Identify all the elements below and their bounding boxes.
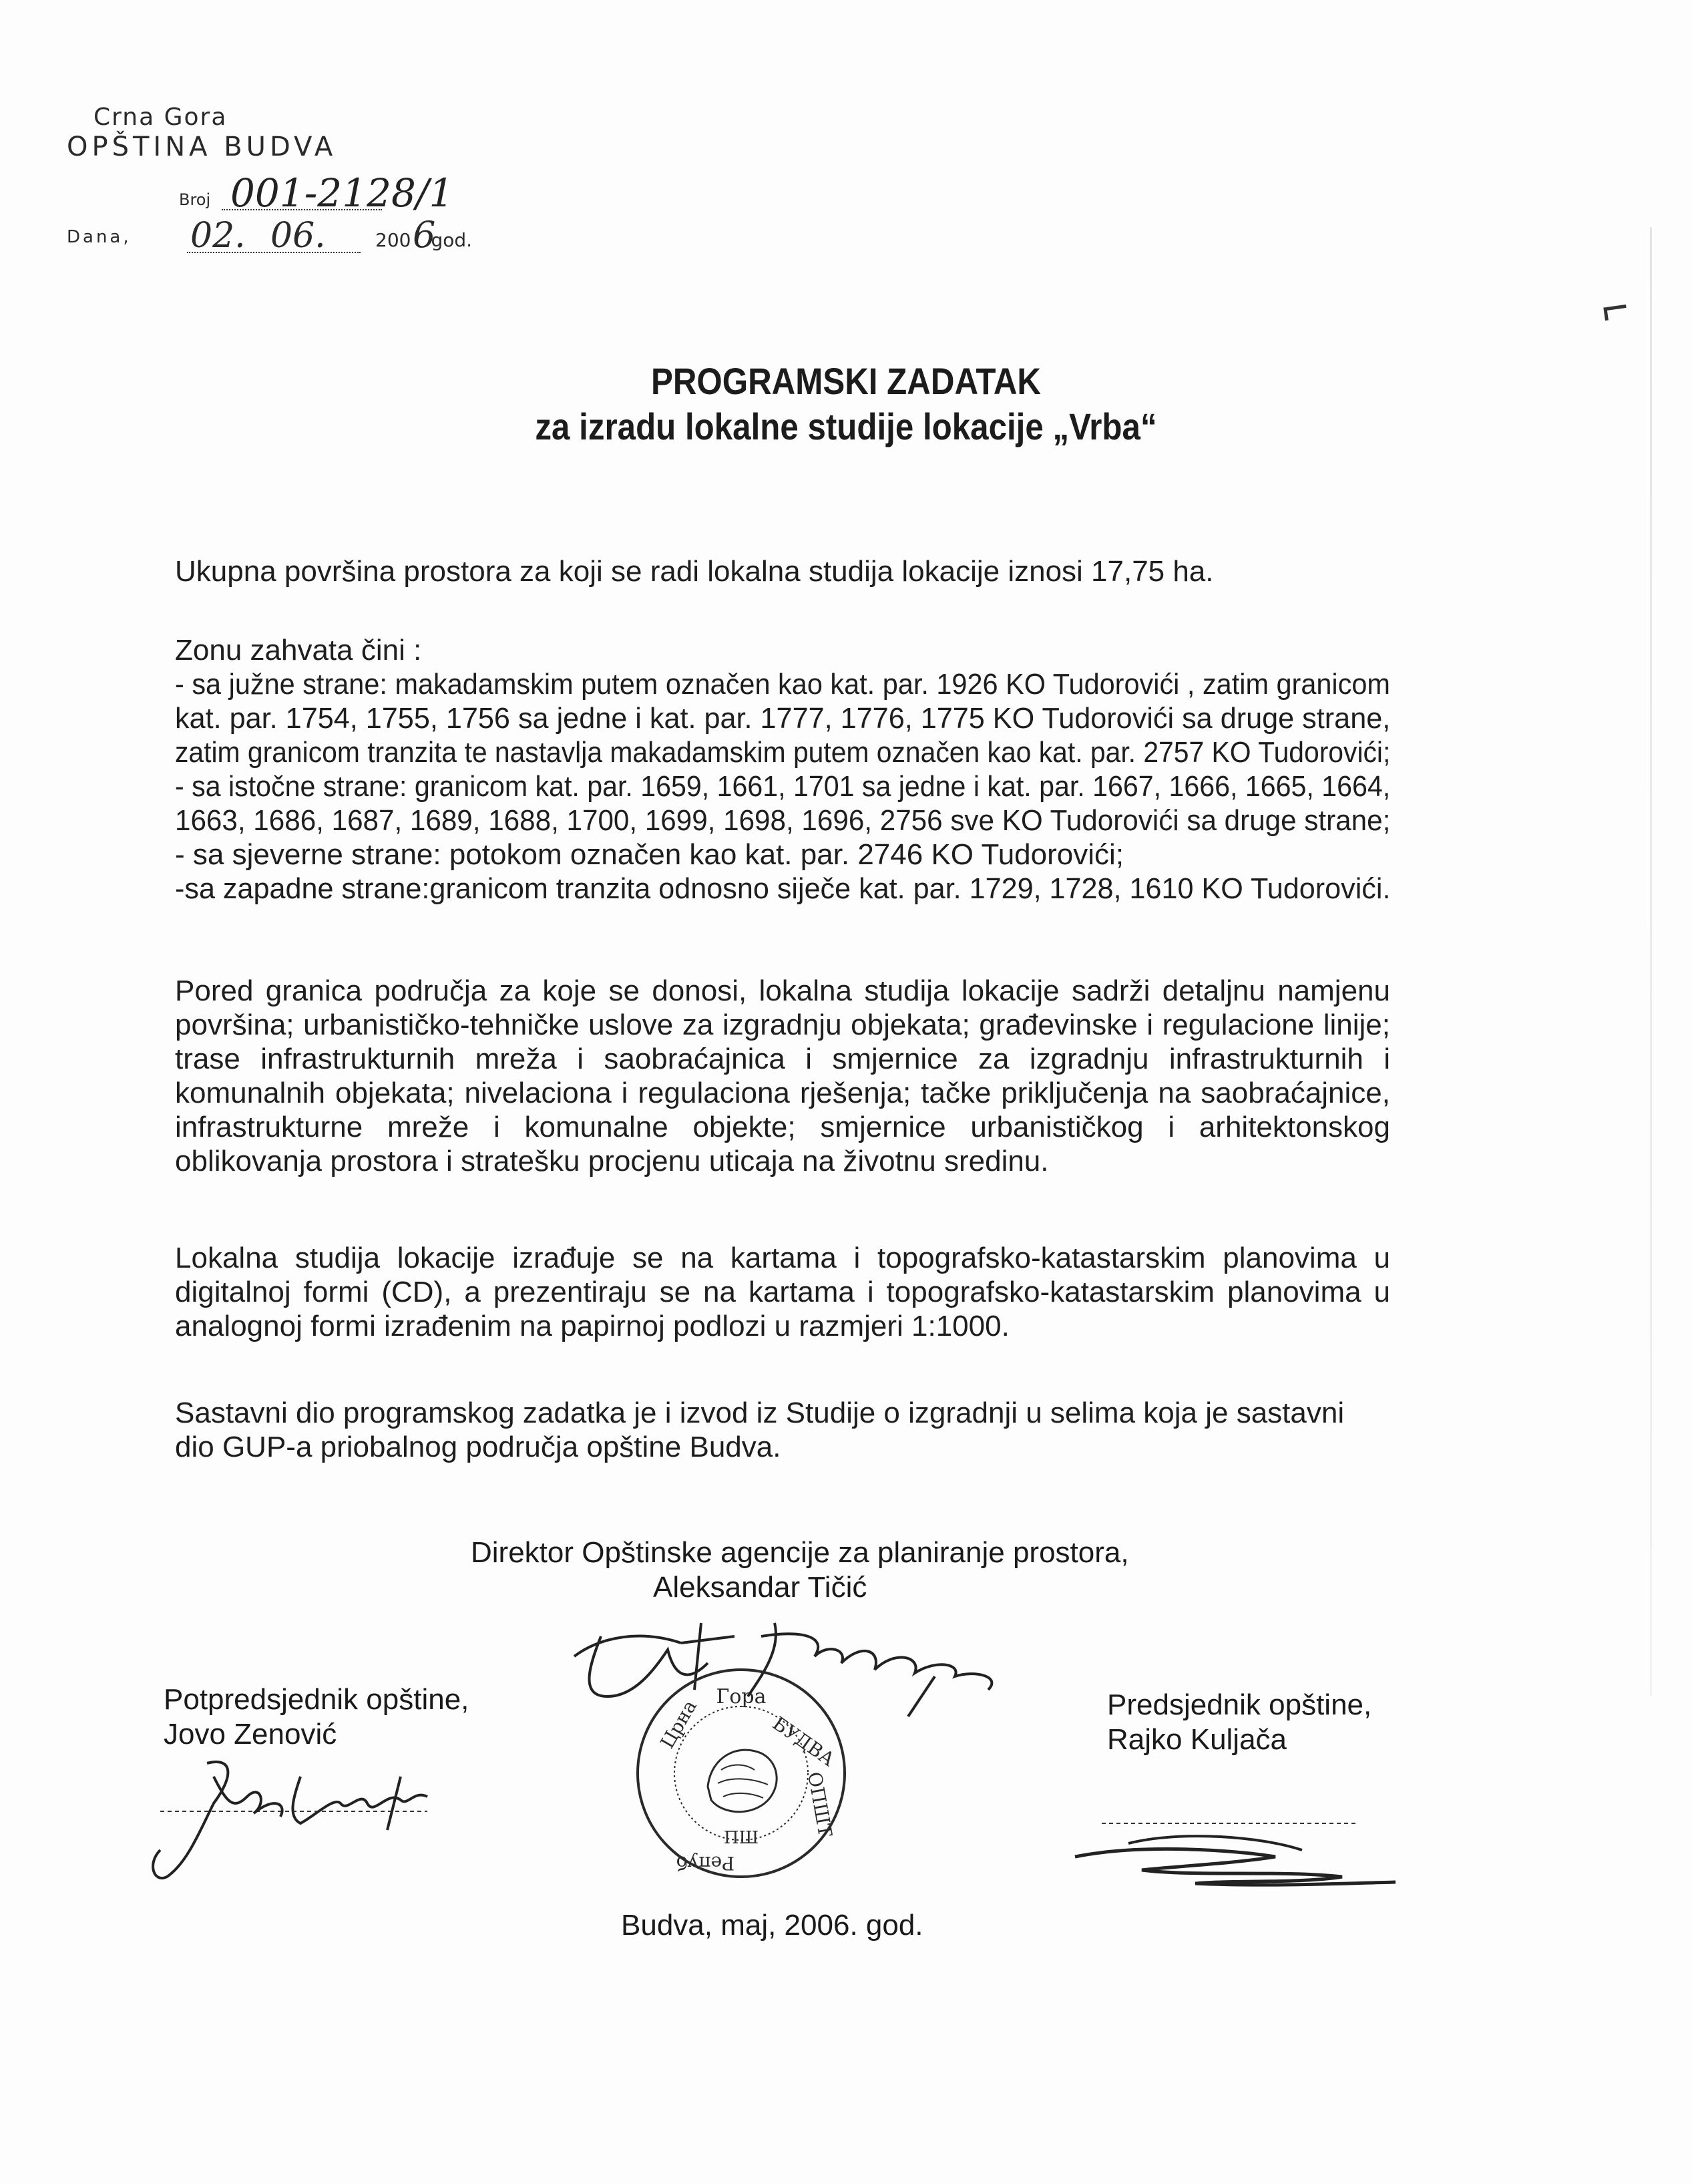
stamp-date-month: 06. <box>270 216 326 256</box>
stamp-country: Crna Gora <box>93 104 228 131</box>
zone-line: kat. par. 1754, 1755, 1756 sa jedne i kat. par. 1777, 1776, 1775 KO Tudorovići sa druge strane, <box>175 702 1391 735</box>
stamp-number-underline <box>222 209 382 210</box>
stamp-number-label: Broj <box>179 190 211 209</box>
zone-line: 1663, 1686, 1687, 1689, 1688, 1700, 1699, 1698, 1696, 2756 sve KO Tudorovići sa druge strane; <box>175 804 1391 837</box>
stamp-date-year-prefix: 200 <box>375 229 411 251</box>
paragraph-study-format: Lokalna studija lokacije izrađuje se na kartama i topografsko-katastarskim planovima u digitalnoj formi (CD), a prezentiraju se na kartama i topografsko-katastarskim planovima u analognoj formi izrađenim na papirnoj podlozi u razmjeri 1:1000. <box>175 1242 1390 1342</box>
stamp-date-year-digit: 6 <box>413 214 436 256</box>
stamp-date-prefix: Dana, <box>67 227 132 247</box>
stamp-date-underline <box>187 252 361 253</box>
director-name: Aleksandar Tičić <box>653 1571 867 1604</box>
zone-line: - sa južne strane: makadamskim putem označen kao kat. par. 1926 KO Tudorovići , zatim granicom <box>175 668 1390 701</box>
stamp-date-year-suffix: god. <box>431 229 473 251</box>
zone-line: zatim granicom tranzita te nastavlja makadamskim putem označen kao kat. par. 2757 KO Tudorovići; <box>175 736 1391 769</box>
president-title: Predsjednik opštine, <box>1107 1688 1372 1721</box>
vice-president-name: Jovo Zenović <box>164 1718 337 1751</box>
stamp-municipality: OPŠTINA BUDVA <box>67 132 337 162</box>
president-name: Rajko Kuljača <box>1107 1723 1287 1756</box>
zone-description <box>175 633 1390 906</box>
stamp-date-day: 02. <box>190 216 246 256</box>
zone-intro: Zonu zahvata čini : <box>175 634 422 667</box>
vice-president-title: Potpredsjednik opštine, <box>164 1683 469 1716</box>
paragraph-study-contents: Pored granica područja za koje se donosi, lokalna studija lokacije sadrži detaljnu namjenu površina; urbanističko-tehničke uslove za izgradnju objekata; građevinske i regulacione linije; trase infrastrukturnih mreža i saobraćajnica i smjernice za izgradnju infrastrukturnih i komunalnih objekata; nivelaciona i regulaciona rješenja; tačke priključenja na saobraćajnice, infrastrukturne mreže i komunalne objekte; smjernice urbanističkog i arhitektonskog oblikovanja prostora i stratešku procjenu uticaja na životnu sredinu. <box>175 974 1390 1177</box>
zone-line: -sa zapadne strane:granicom tranzita odnosno siječe kat. par. 1729, 1728, 1610 KO Tudorovići. <box>175 872 1391 905</box>
place-and-date: Budva, maj, 2006. god. <box>621 1909 923 1942</box>
svg-text:БУДВА: БУДВА <box>768 1712 839 1771</box>
vice-president-signature <box>134 1750 454 1890</box>
title-subtitle: za izradu lokalne studije lokacije „Vrba“ <box>535 405 1157 447</box>
svg-text:ПШ: ПШ <box>723 1828 759 1848</box>
paragraph-total-area: Ukupna površina prostora za koji se radi lokalna studija lokacije iznosi 17,75 ha. <box>175 555 1214 588</box>
zone-line: - sa istočne strane: granicom kat. par. 1659, 1661, 1701 sa jedne i kat. par. 1667, 1666, 1665, 1664, <box>175 770 1391 803</box>
svg-text:ОПШТ: ОПШТ <box>803 1770 837 1839</box>
document-title <box>0 359 1692 450</box>
official-seal <box>631 1663 851 1883</box>
title-main: PROGRAMSKI ZADATAK <box>650 360 1042 402</box>
director-title: Direktor Opštinske agencije za planiranje prostora, <box>471 1536 1129 1569</box>
stamp-number-value: 001-2128/1 <box>230 170 454 216</box>
paragraph-integral-part: Sastavni dio programskog zadatka je i izvod iz Studije o izgradnji u selima koja je sastavni dio GUP-a priobalnog područja opštine Budva. <box>175 1397 1345 1463</box>
svg-text:Репуб: Репуб <box>676 1852 734 1874</box>
svg-text:Гора: Гора <box>716 1685 767 1708</box>
zone-line: - sa sjeverne strane: potokom označen kao kat. par. 2746 KO Tudorovići; <box>175 838 1124 871</box>
svg-text:Црна: Црна <box>656 1696 701 1753</box>
margin-mark: ⌐ <box>1597 279 1633 335</box>
president-signature <box>1062 1803 1436 1897</box>
